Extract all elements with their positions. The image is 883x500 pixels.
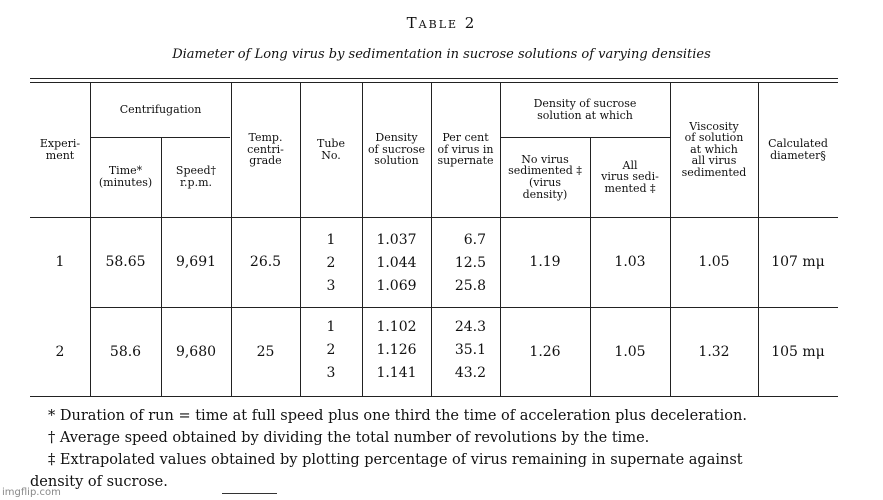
row2-no-virus: 1.26 bbox=[529, 343, 561, 360]
footnote-extrapolated-cont: density of sucrose. bbox=[30, 474, 168, 490]
header-time: Time* (minutes) bbox=[98, 164, 153, 189]
row2-viscosity: 1.32 bbox=[698, 343, 730, 360]
bottom-rule bbox=[30, 396, 838, 397]
header-experiment: Experi- ment bbox=[39, 136, 81, 162]
header-viscosity: Viscosity of solution at which all virus sedimented bbox=[681, 119, 747, 179]
header-diameter: Calculated diameter§ bbox=[768, 136, 828, 162]
footnote-speed: † Average speed obtained by dividing the total number of revolutions by the time. bbox=[48, 430, 650, 446]
header-no-virus: No virus sedimented ‡ (virus density) bbox=[508, 152, 582, 201]
header-tube: Tube No. bbox=[317, 136, 345, 162]
row1-tubes: 1 2 3 bbox=[326, 232, 336, 294]
row1-viscosity: 1.05 bbox=[698, 254, 730, 271]
table-caption: Diameter of Long virus by sedimentation in sucrose solutions of varying densities bbox=[172, 47, 711, 62]
row1-diameter: 107 mμ bbox=[771, 254, 825, 271]
row2-speed: 9,680 bbox=[175, 343, 217, 360]
top-rule bbox=[30, 78, 838, 79]
row1-percents: 6.7 12.5 25.8 bbox=[454, 232, 486, 294]
row1-no-virus: 1.19 bbox=[529, 254, 561, 271]
footnote-duration: * Duration of run = time at full speed plus one third the time of acceleration plus deceleration. bbox=[48, 408, 747, 424]
row1-temp: 26.5 bbox=[249, 254, 282, 271]
row2-percents: 24.3 35.1 43.2 bbox=[454, 319, 486, 381]
row2-tubes: 1 2 3 bbox=[326, 319, 336, 381]
header-density: Density of sucrose solution bbox=[367, 131, 426, 168]
row2-diameter: 105 mμ bbox=[771, 343, 825, 360]
footnote-extrapolated: ‡ Extrapolated values obtained by plotting percentage of virus remaining in supernate against bbox=[48, 452, 743, 468]
row1-experiment: 1 bbox=[55, 254, 65, 271]
table-label: Table 2 bbox=[406, 14, 477, 32]
header-temp: Temp. centri- grade bbox=[247, 131, 284, 168]
header-percent: Per cent of virus in supernate bbox=[437, 131, 494, 168]
row1-densities: 1.037 1.044 1.069 bbox=[376, 232, 417, 294]
row2-all-virus: 1.05 bbox=[614, 343, 646, 360]
footnote-rule bbox=[222, 493, 277, 494]
watermark: imgflip.com bbox=[2, 487, 61, 498]
row1-time: 58.65 bbox=[105, 254, 146, 271]
row1-speed: 9,691 bbox=[175, 254, 217, 271]
header-speed: Speed† r.p.m. bbox=[175, 164, 217, 189]
header-all-virus: All virus sedi- mented ‡ bbox=[601, 158, 659, 195]
row1-all-virus: 1.03 bbox=[614, 254, 646, 271]
row2-temp: 25 bbox=[256, 343, 275, 360]
header-centrifugation: Centrifugation bbox=[119, 102, 202, 116]
header-density-group: Density of sucrose solution at which bbox=[533, 96, 637, 122]
row2-experiment: 2 bbox=[55, 343, 65, 360]
row2-densities: 1.102 1.126 1.141 bbox=[376, 319, 417, 381]
row2-time: 58.6 bbox=[109, 343, 142, 360]
